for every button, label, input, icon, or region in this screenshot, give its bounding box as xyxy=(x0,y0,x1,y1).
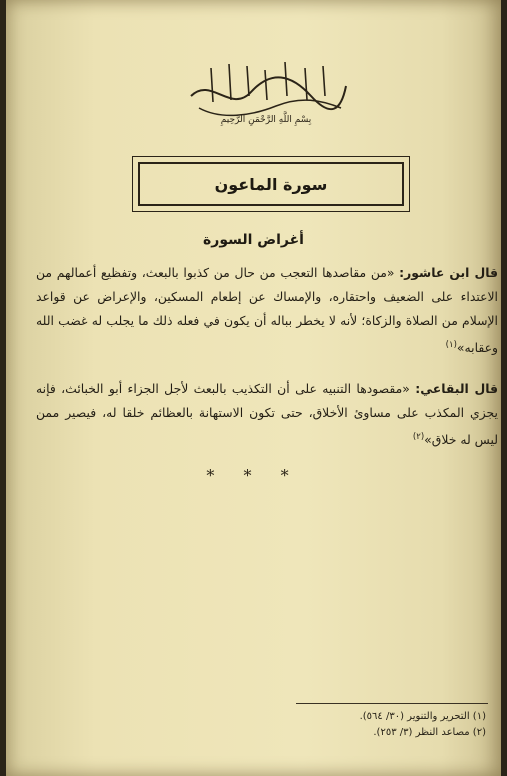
surah-title: سورة الماعون xyxy=(214,174,328,194)
paragraph-lead: قال ابن عاشور: xyxy=(399,265,499,280)
surah-title-inner-frame xyxy=(138,162,404,206)
bismillah-text: بِسْمِ اللَّهِ الرَّحْمَنِ الرَّحِيمِ xyxy=(220,115,312,125)
footnote-ref: (١) xyxy=(445,340,457,350)
section-separator: * * * xyxy=(206,466,301,485)
footnote-divider xyxy=(296,703,488,704)
surah-title-frame xyxy=(132,156,410,212)
section-heading: أغراض السورة xyxy=(203,232,304,248)
paragraph-lead: قال البقاعي: xyxy=(415,381,498,396)
footnote-1: (١) التحرير والتنوير (٣٠/ ٥٦٤). xyxy=(359,711,486,722)
footnote-ref: (٢) xyxy=(412,432,425,442)
footnote-2: (٢) مصاعد النظر (٣/ ٢٥٣). xyxy=(373,727,486,738)
book-page xyxy=(6,0,501,776)
paragraph-ibn-ashur xyxy=(36,261,498,360)
bismillah-calligraphy xyxy=(181,56,351,126)
paragraph-text: «من مقاصدها التعجب من حال من كذبوا بالبعث، وتفظيع أعمالهم من الاعتداء على الضعيف واحتقاره، والإمساك عن إطعام المسكين، والإعراض عن قواعد الإسلام من الصلاة والزكاة؛ لأنه لا يخطر بباله أن يكون في فعله ذلك ما يجلب له غضب الله وعقابه» xyxy=(36,265,498,356)
paragraph-biqai xyxy=(36,377,498,452)
paragraph-text: «مقصودها التنبيه على أن التكذيب بالبعث لأجل الجزاء أبو الخبائث، فإنه يجزي المكذب على مساوئ الأخلاق، حتى تكون الاستهانة بالعظائم خلقا له، فيصير ممن ليس له خلاق» xyxy=(36,381,498,448)
